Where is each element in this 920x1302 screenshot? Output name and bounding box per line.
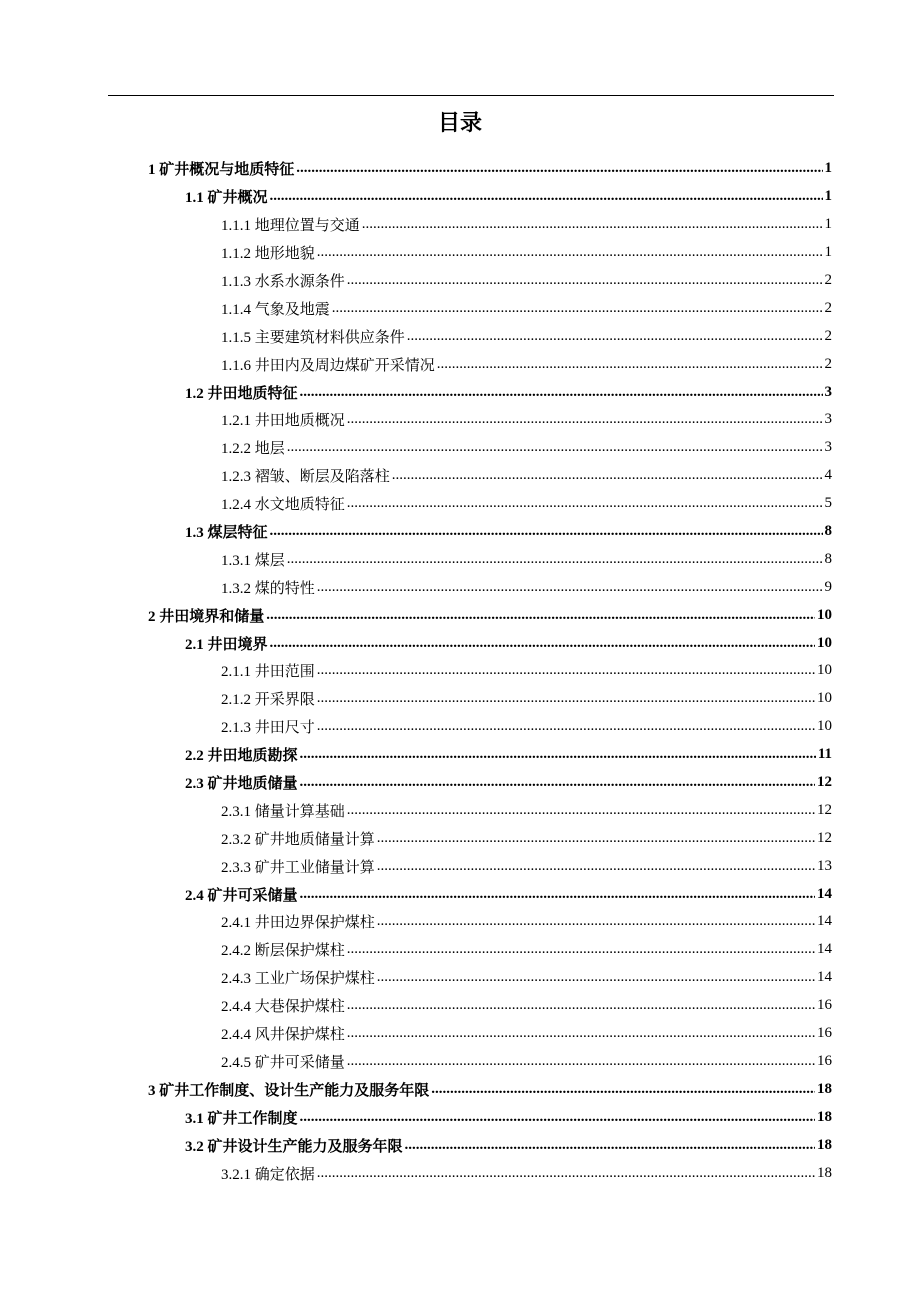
toc-entry-page: 1: [824, 188, 832, 205]
toc-entry[interactable]: [0, 908, 920, 936]
toc-entry-title: 1.2 井田地质特征: [185, 385, 298, 402]
toc-entry[interactable]: [0, 155, 920, 183]
toc-entry-title: 1.2.4 水文地质特征: [221, 497, 345, 514]
toc-entry-title: 1.1.2 地形地貌: [221, 246, 315, 263]
toc-leader-dots: [300, 886, 815, 903]
toc-entry-page: 16: [817, 997, 832, 1014]
toc-entry-page: 2: [824, 272, 832, 288]
toc-leader-dots: [347, 1053, 815, 1070]
toc-leader-dots: [296, 160, 822, 177]
toc-entry[interactable]: [0, 741, 920, 769]
toc-leader-dots: [377, 830, 815, 847]
toc-entry-page: 16: [817, 1025, 832, 1042]
toc-leader-dots: [317, 1165, 815, 1182]
toc-entry-title: 2.3.3 矿井工业储量计算: [221, 859, 375, 876]
toc-leader-dots: [300, 746, 816, 763]
toc-entry-page: 1: [824, 244, 832, 261]
toc-leader-dots: [347, 411, 823, 428]
toc-entry-title: 2.3 矿井地质储量: [185, 776, 298, 793]
toc-entry-title: 1 矿井概况与地质特征: [148, 162, 295, 179]
toc-leader-dots: [270, 188, 823, 205]
toc-entry-title: 1.3 煤层特征: [185, 525, 268, 542]
toc-leader-dots: [377, 969, 815, 986]
toc-entry-page: 2: [824, 355, 832, 372]
toc-entry-title: 2.3.1 储量计算基础: [221, 803, 345, 820]
toc-entry-page: 10: [817, 662, 832, 679]
toc-leader-dots: [347, 997, 815, 1014]
toc-entry[interactable]: [0, 267, 920, 295]
toc-entry-page: 1: [824, 216, 832, 233]
toc-entry-page: 14: [817, 913, 832, 930]
toc-entry-title: 1.1 矿井概况: [185, 190, 268, 207]
toc-leader-dots: [392, 467, 823, 484]
toc-leader-dots: [332, 300, 823, 317]
toc-entry[interactable]: [0, 1075, 920, 1103]
toc-entry[interactable]: [0, 713, 920, 741]
toc-entry-title: 1.3.1 煤层: [221, 552, 285, 569]
toc-leader-dots: [407, 328, 823, 345]
toc-entry[interactable]: [0, 1020, 920, 1048]
toc-leader-dots: [347, 495, 823, 512]
header-rule: [108, 95, 834, 96]
toc-entry[interactable]: [0, 573, 920, 601]
toc-entry[interactable]: [0, 852, 920, 880]
toc-leader-dots: [300, 1109, 815, 1126]
toc-entry-title: 1.1.6 井田内及周边煤矿开采情况: [221, 357, 435, 374]
toc-entry-title: 2.1 井田境界: [185, 636, 268, 653]
toc-entry-page: 8: [824, 523, 832, 540]
toc-entry-title: 1.2.1 井田地质概况: [221, 413, 345, 430]
toc-entry-title: 2.3.2 矿井地质储量计算: [221, 831, 375, 848]
toc-entry-page: 9: [824, 578, 832, 595]
toc-leader-dots: [347, 941, 815, 958]
toc-entry-page: 12: [817, 801, 832, 818]
toc-entry-page: 5: [824, 495, 832, 512]
toc-entry[interactable]: [0, 406, 920, 434]
toc-leader-dots: [300, 774, 815, 791]
toc-leader-dots: [347, 1025, 815, 1042]
toc-entry-title: 2.1.3 井田尺寸: [221, 720, 315, 737]
toc-entry-page: 1: [824, 160, 832, 177]
toc-leader-dots: [270, 635, 815, 652]
toc-entry-page: 10: [817, 634, 832, 651]
toc-entry-page: 2: [824, 299, 832, 316]
toc-entry[interactable]: [0, 322, 920, 350]
toc-entry-title: 2.1.1 井田范围: [221, 664, 315, 681]
toc-leader-dots: [377, 858, 815, 875]
toc-entry[interactable]: [0, 685, 920, 713]
toc-entry[interactable]: [0, 880, 920, 908]
toc-leader-dots: [347, 272, 823, 289]
toc-entry-title: 2.4 矿井可采储量: [185, 887, 298, 904]
toc-entry-title: 2.4.1 井田边界保护煤柱: [221, 915, 375, 932]
toc-entry[interactable]: [0, 601, 920, 629]
toc-entry-page: 3: [824, 439, 832, 456]
toc-entry-page: 14: [817, 941, 832, 958]
toc-entry[interactable]: [0, 183, 920, 211]
toc-entry-title: 1.2.2 地层: [221, 441, 285, 458]
toc-entry[interactable]: [0, 239, 920, 267]
toc-entry-title: 1.2.3 褶皱、断层及陷落柱: [221, 469, 390, 486]
toc-leader-dots: [362, 216, 823, 233]
toc-entry-page: 2: [824, 327, 832, 344]
toc-entry-title: 3.1 矿井工作制度: [185, 1110, 298, 1127]
toc-entry-page: 18: [817, 1164, 832, 1181]
toc-entry-title: 1.3.2 煤的特性: [221, 580, 315, 597]
toc-leader-dots: [317, 718, 815, 735]
toc-entry-page: 18: [817, 1136, 832, 1153]
toc-entry-title: 1.1.5 主要建筑材料供应条件: [221, 329, 405, 346]
toc-entry[interactable]: [0, 992, 920, 1020]
toc-leader-dots: [437, 356, 823, 373]
toc-entry-title: 3.2.1 确定依据: [221, 1166, 315, 1183]
toc-entry-title: 2.4.4 大巷保护煤柱: [221, 999, 345, 1016]
toc-entry-title: 2.4.4 风井保护煤柱: [221, 1027, 345, 1044]
toc-entry-page: 10: [817, 606, 832, 623]
toc-entry-page: 3: [824, 383, 832, 400]
toc-entry[interactable]: [0, 294, 920, 322]
toc-leader-dots: [431, 1081, 815, 1098]
toc-entry-page: 14: [817, 969, 832, 986]
toc-entry-page: 10: [817, 690, 832, 707]
toc-entry[interactable]: [0, 964, 920, 992]
toc-entry-page: 16: [817, 1052, 832, 1069]
toc-entry-title: 1.1.1 地理位置与交通: [221, 218, 360, 235]
toc-entry[interactable]: [0, 462, 920, 490]
toc-leader-dots: [300, 384, 823, 401]
toc-leader-dots: [405, 1137, 815, 1154]
toc-entry-title: 2.4.5 矿井可采储量: [221, 1054, 345, 1071]
toc-entry-page: 18: [817, 1080, 832, 1097]
toc-entry-title: 1.1.3 水系水源条件: [221, 274, 345, 290]
toc-entry[interactable]: [0, 629, 920, 657]
toc-entry-title: 2.1.2 开采界限: [221, 692, 315, 709]
toc-entry-page: 12: [817, 829, 832, 846]
toc-entry-page: 10: [817, 718, 832, 735]
toc-leader-dots: [287, 551, 823, 568]
toc-entry-title: 2.4.2 断层保护煤柱: [221, 943, 345, 960]
toc-leader-dots: [266, 607, 815, 624]
toc-leader-dots: [347, 802, 815, 819]
toc-entry[interactable]: [0, 936, 920, 964]
toc-entry-title: 3.2 矿井设计生产能力及服务年限: [185, 1138, 403, 1155]
toc-leader-dots: [270, 523, 823, 540]
toc-entry[interactable]: [0, 796, 920, 824]
toc-entry[interactable]: [0, 350, 920, 378]
toc-entry[interactable]: [0, 657, 920, 685]
toc-entry-page: 18: [817, 1108, 832, 1125]
toc-entry-page: 13: [817, 857, 832, 874]
toc-leader-dots: [377, 913, 815, 930]
toc-entry[interactable]: [0, 490, 920, 518]
toc-entry[interactable]: [0, 824, 920, 852]
toc-entry[interactable]: [0, 378, 920, 406]
page-title: 目录: [437, 111, 482, 136]
toc-entry[interactable]: [0, 434, 920, 462]
toc-entry-page: 8: [824, 550, 832, 567]
toc-entry[interactable]: [0, 769, 920, 797]
toc-leader-dots: [317, 662, 815, 679]
toc-entry[interactable]: [0, 1159, 920, 1187]
toc-entry-title: 2 井田境界和储量: [148, 608, 265, 625]
toc-entry-title: 2.4.3 工业广场保护煤柱: [221, 971, 375, 988]
toc-leader-dots: [287, 439, 823, 456]
table-of-contents: [0, 155, 920, 1187]
toc-leader-dots: [317, 244, 823, 261]
toc-entry-page: 4: [824, 467, 832, 484]
toc-entry[interactable]: [0, 518, 920, 546]
toc-entry-title: 1.1.4 气象及地震: [221, 301, 330, 318]
toc-entry-title: 3 矿井工作制度、设计生产能力及服务年限: [148, 1082, 430, 1099]
toc-entry-page: 11: [817, 746, 832, 763]
toc-entry[interactable]: [0, 1103, 920, 1131]
toc-leader-dots: [317, 690, 815, 707]
toc-entry-page: 12: [817, 774, 832, 791]
toc-entry[interactable]: [0, 545, 920, 573]
toc-leader-dots: [317, 579, 823, 596]
toc-entry-page: 14: [817, 885, 832, 902]
toc-entry[interactable]: [0, 1048, 920, 1076]
toc-entry-page: 3: [824, 411, 832, 428]
toc-entry[interactable]: [0, 1131, 920, 1159]
toc-entry[interactable]: [0, 211, 920, 239]
toc-entry-title: 2.2 井田地质勘探: [185, 748, 298, 765]
